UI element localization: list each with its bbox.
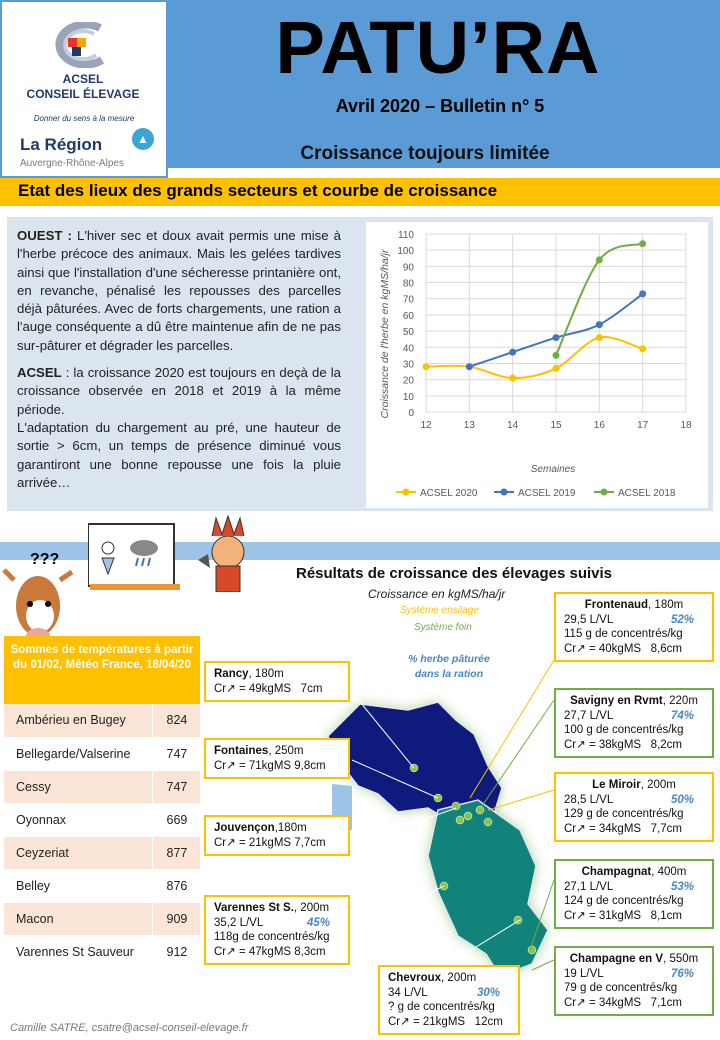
org-name-line2: CONSEIL ÉLEVAGE [26, 87, 140, 101]
farm-growth [214, 945, 340, 960]
pasture-share: 76% [670, 967, 694, 980]
pasture-share: 53% [670, 880, 694, 893]
farm-altitude: , 200m [441, 972, 477, 984]
legend-pasture-share: % herbe pâturée dans la ration [408, 653, 490, 680]
farm-callout-jouvencon [204, 815, 350, 856]
temperature-row [4, 836, 200, 869]
grass-height: 7,7cm [294, 836, 326, 849]
legend-marker [403, 489, 410, 496]
growth-chart [366, 222, 708, 508]
text-acsel: : la croissance 2020 est toujours en deçà de la croissance observée en 2018 et 2019 à la même période. [17, 365, 341, 417]
data-point [509, 349, 516, 356]
milk-yield: 28,5 L/VL [564, 793, 614, 806]
city-name: Macon [4, 902, 152, 935]
temperature-sum: 912 [152, 935, 200, 968]
farm-concentrate: 100 g de concentrés/kg [564, 724, 684, 737]
data-point [553, 334, 560, 341]
intro-text [17, 227, 341, 501]
temperature-table-header: Sommes de températures à partir du 01/02, Météo France, 18/04/20 [4, 636, 200, 704]
data-point [553, 352, 560, 359]
farm-milk [564, 613, 704, 628]
pasture-share: 30% [476, 986, 500, 999]
y-tick-label: 80 [402, 278, 414, 290]
temperature-row [4, 770, 200, 803]
city-name: Oyonnax [4, 803, 152, 836]
farm-altitude: , 550m [663, 953, 699, 965]
farm-concentrate: 129 g de concentrés/kg [564, 808, 684, 821]
growth-value: Cr↗ = 21kgMS [388, 1015, 466, 1028]
farm-title [214, 744, 340, 759]
legend-label: ACSEL 2019 [518, 488, 576, 499]
farm-title [564, 778, 704, 793]
farm-title [564, 598, 704, 613]
legend-marker [501, 489, 508, 496]
grass-height: 7,7cm [650, 822, 682, 835]
question-marks: ??? [30, 551, 60, 568]
farm-altitude: , 200m [293, 902, 330, 914]
org-name [18, 72, 148, 102]
farm-title [214, 821, 340, 836]
y-tick-label: 0 [408, 408, 414, 419]
paragraph-advice: L'adaptation du chargement au pré, une hauteur de sortie > 6cm, un temps de présence diminué vous garantiront une bonne repousse une fois la pluie arrivée… [17, 419, 341, 490]
y-tick-label: 10 [402, 391, 414, 403]
data-point [509, 375, 516, 382]
data-point [596, 334, 603, 341]
city-name: Ambérieu en Bugey [4, 704, 152, 737]
temperature-sum: 824 [152, 704, 200, 737]
grass-height: 8,3cm [294, 945, 326, 958]
grass-height: 7cm [300, 682, 323, 695]
acsel-logo-icon [42, 22, 122, 68]
temperature-sum: 747 [152, 737, 200, 770]
growth-value: Cr↗ = 21kgMS [214, 836, 292, 849]
y-tick-label: 70 [402, 294, 414, 306]
data-point [553, 365, 560, 372]
temperature-sum: 909 [152, 902, 200, 935]
farm-altitude: , 220m [662, 695, 698, 707]
farm-altitude: , 200m [640, 779, 676, 791]
results-title: Résultats de croissance des élevages suivis [296, 565, 613, 582]
temperature-row [4, 803, 200, 836]
legend-label: ACSEL 2020 [420, 488, 478, 499]
milk-yield: 27,7 L/VL [564, 709, 614, 722]
farm-name: Frontenaud [584, 599, 649, 611]
farm-callout-rancy [204, 661, 350, 702]
grass-height: 8,1cm [650, 909, 682, 922]
farm-callout-frontenaud [554, 592, 714, 662]
farm-concentrate: 79 g de concentrés/kg [564, 982, 678, 995]
legend-label: ACSEL 2018 [618, 488, 676, 499]
paragraph-ouest [17, 227, 341, 355]
label-acsel: ACSEL [17, 365, 62, 381]
org-slogan: Donner du sens à la mesure [33, 114, 135, 123]
farm-growth [214, 759, 340, 774]
farm-name: Fontaines [214, 745, 269, 757]
city-name: Cessy [4, 770, 152, 803]
pasture-share: 74% [670, 709, 694, 722]
milk-yield: 34 L/VL [388, 986, 428, 999]
temperature-row [4, 935, 200, 968]
bulletin-subtitle: Croissance toujours limitée [300, 143, 550, 164]
farm-altitude: , 180m [648, 599, 684, 611]
legend-ensilage: Système ensilage [400, 605, 479, 616]
text-ouest: L'hiver sec et doux avait permis une mise à l'herbe précoce des animaux. Mais les gelées tardives ainsi que l'installation d'une sécheresse printanière ont, en revanche, pénalisé les repousses des parcelles déjà pâturées. Avec de forts chargements, une ration a l'auge conséquente a dû être maintenue afin de ne pas sur-pâturer et dégrader les parcelles. [17, 228, 341, 353]
farm-callout-champagnat [554, 859, 714, 929]
farm-concentrate: 118g de concentrés/kg [214, 931, 330, 944]
city-name: Bellegarde/Valserine [4, 737, 152, 770]
farm-name: Rancy [214, 668, 249, 680]
farm-milk [388, 986, 510, 1001]
bulletin-date: Avril 2020 – Bulletin n° 5 [335, 96, 545, 116]
milk-yield: 35,2 L/VL [214, 916, 264, 929]
milk-yield: 19 L/VL [564, 967, 604, 980]
farm-callout-chevroux [378, 965, 520, 1035]
grass-height: 9,8cm [294, 759, 326, 772]
temperature-sum: 877 [152, 836, 200, 869]
farm-callout-lemiroir [554, 772, 714, 842]
temperature-table [4, 704, 200, 969]
data-point [639, 240, 646, 247]
growth-value: Cr↗ = 34kgMS [564, 996, 642, 1009]
farm-callout-champagne [554, 946, 714, 1016]
x-tick-label: 16 [593, 420, 605, 431]
temperature-row [4, 704, 200, 737]
farm-title [214, 901, 340, 916]
chart-x-label: Semaines [530, 464, 576, 475]
grass-height: 8,6cm [650, 642, 682, 655]
farm-milk [564, 709, 704, 724]
city-name: Varennes St Sauveur [4, 935, 152, 968]
temperature-row [4, 737, 200, 770]
main-title: PATU’RA [275, 6, 601, 89]
pasture-share: 50% [670, 793, 694, 806]
x-tick-label: 13 [463, 420, 475, 431]
temperature-row [4, 902, 200, 935]
growth-value: Cr↗ = 38kgMS [564, 738, 642, 751]
growth-value: Cr↗ = 49kgMS [214, 682, 292, 695]
region-subtitle: Auvergne-Rhône-Alpes [20, 158, 124, 169]
farm-name: Varennes St S. [214, 902, 294, 914]
data-point [466, 363, 473, 370]
data-point [639, 290, 646, 297]
series-line [426, 337, 643, 378]
farm-callout-savigny [554, 688, 714, 758]
growth-value: Cr↗ = 31kgMS [564, 909, 642, 922]
farm-milk [564, 967, 704, 982]
farm-concentrate: ? g de concentrés/kg [388, 1001, 495, 1014]
temperature-sum: 747 [152, 770, 200, 803]
farm-altitude: ,180m [274, 822, 307, 834]
farm-growth [564, 738, 704, 753]
grass-height: 12cm [474, 1015, 503, 1028]
farm-name: Champagnat [581, 866, 652, 878]
growth-value: Cr↗ = 40kgMS [564, 642, 642, 655]
temperature-sum: 669 [152, 803, 200, 836]
data-point [596, 321, 603, 328]
farm-concentrate: 124 g de concentrés/kg [564, 895, 684, 908]
org-name-line1: ACSEL [62, 72, 104, 86]
legend-marker [601, 489, 608, 496]
farm-callout-varennes [204, 895, 350, 965]
growth-chart-panel [366, 222, 708, 508]
data-point [596, 256, 603, 263]
milk-yield: 29,5 L/VL [564, 613, 614, 626]
y-tick-label: 30 [402, 359, 414, 371]
y-tick-label: 100 [397, 246, 414, 258]
region-name: La Région [20, 135, 103, 154]
data-point [423, 363, 430, 370]
x-tick-label: 15 [550, 420, 562, 431]
city-name: Belley [4, 869, 152, 902]
farm-altitude: , 250m [268, 745, 304, 757]
farm-title [214, 667, 340, 682]
results-unit: Croissance en kgMS/ha/jr [368, 587, 506, 601]
farm-growth [214, 682, 340, 697]
growth-value: Cr↗ = 47kgMS [214, 945, 292, 958]
y-tick-label: 40 [402, 343, 414, 355]
farm-title [388, 971, 510, 986]
x-tick-label: 17 [637, 420, 649, 431]
cow-illustration [0, 560, 82, 646]
paragraph-acsel [17, 364, 341, 419]
growth-value: Cr↗ = 34kgMS [564, 822, 642, 835]
temperature-row [4, 869, 200, 902]
farm-growth [564, 996, 704, 1011]
farm-altitude: , 400m [651, 866, 687, 878]
farmer-cartoon [88, 514, 274, 592]
x-tick-label: 18 [680, 420, 692, 431]
legend-foin: Système foin [414, 622, 472, 633]
farm-concentrate: 115 g de concentrés/kg [564, 628, 683, 641]
farm-growth [388, 1015, 510, 1030]
milk-yield: 27,1 L/VL [564, 880, 614, 893]
y-tick-label: 90 [402, 262, 414, 274]
label-ouest: OUEST : [17, 228, 72, 243]
farm-growth [564, 822, 704, 837]
farm-milk [214, 916, 340, 931]
city-name: Ceyzeriat [4, 836, 152, 869]
farm-title [564, 865, 704, 880]
farm-growth [564, 642, 704, 657]
farm-name: Savigny en Rvmt [570, 695, 663, 707]
temperature-sum: 876 [152, 869, 200, 902]
farm-name: Chevroux [388, 972, 442, 984]
pasture-share: 52% [670, 613, 694, 626]
footer-contact: Camille SATRE, csatre@acsel-conseil-elevage.fr [10, 1022, 249, 1034]
pasture-share: 45% [306, 916, 330, 929]
data-point [639, 345, 646, 352]
chart-y-label: Croissance de l'herbe en kgMS/ha/jr [379, 249, 391, 419]
x-tick-label: 12 [420, 420, 432, 431]
farm-growth [214, 836, 340, 851]
farm-milk [564, 793, 704, 808]
farm-name: Champagne en V [569, 953, 664, 965]
farm-title [564, 952, 704, 967]
grass-height: 7,1cm [650, 996, 682, 1009]
x-tick-label: 14 [507, 420, 519, 431]
y-tick-label: 60 [402, 310, 414, 322]
farm-milk [564, 880, 704, 895]
farm-name: Le Miroir [592, 779, 641, 791]
farm-callout-fontaines [204, 738, 350, 779]
farm-altitude: , 180m [248, 668, 284, 680]
region-logo-icon: ▲ [132, 128, 154, 150]
farm-title [564, 694, 704, 709]
grass-height: 8,2cm [650, 738, 682, 751]
y-tick-label: 50 [402, 327, 414, 339]
y-tick-label: 20 [402, 375, 414, 387]
farm-growth [564, 909, 704, 924]
y-tick-label: 110 [398, 230, 414, 241]
farm-name: Jouvençon [214, 822, 275, 834]
section-title: Etat des lieux des grands secteurs et courbe de croissance [18, 181, 498, 200]
growth-value: Cr↗ = 71kgMS [214, 759, 292, 772]
